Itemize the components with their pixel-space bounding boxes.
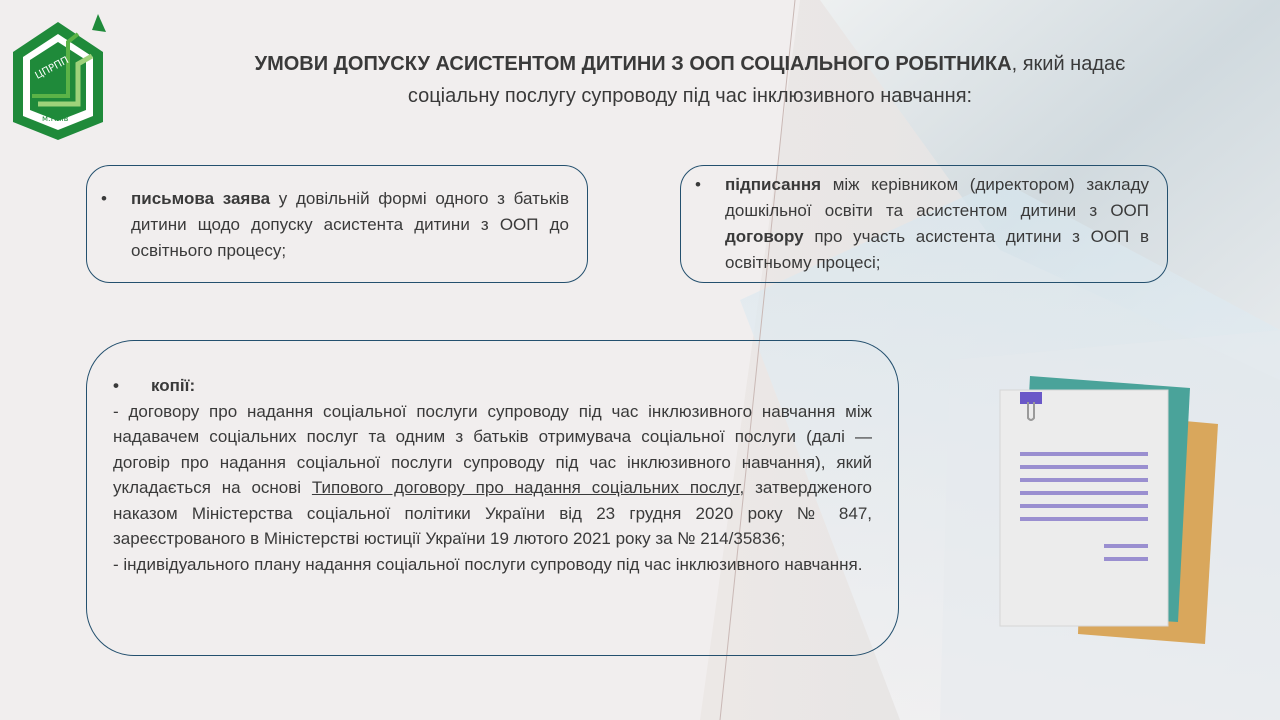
copies-item-contract: - договору про надання соціальної послуги супроводу під час інклюзивного навчання між надавачем соціальних послуг та одним з батьків отримувача соціальної послуги (далі — договір про надання соціальної послуги супроводу під час інклюзивного навчання), який укладається на основі Типового договору про надання соціальних послуг, затвердженого наказом Міністерства соціальної політики України від 23 грудня 2020 року № 847, зареєстрованого в Міністерстві юстиції України 19 лютого 2021 року за № 214/35836; [113,401,872,548]
title-bold: УМОВИ ДОПУСКУ АСИСТЕНТОМ ДИТИНИ З ООП СОЦІАЛЬНОГО РОБІТНИКА [254,53,1012,75]
condition-box-application [86,165,588,283]
copies-heading [113,373,872,399]
box2-text2: про участь асистента дитини з ООП в освітньому процесі; [725,227,1149,272]
copies-item-plan: - індивідуального плану надання соціальної послуги супроводу під час інклюзивного навчання. [113,554,863,574]
typical-contract-link[interactable]: Типового договору про надання соціальних послуг [311,478,740,497]
bullet: • [101,189,107,208]
box2-text1: між керівником (директором) закладу дошкільної освіти та асистентом дитини з ООП [725,175,1149,220]
bullet: • [695,175,701,194]
box2-bold1: підписання [725,175,822,194]
box2-bold2: договору [725,227,804,246]
title-rest: , який надає [1011,53,1126,75]
box1-bold: письмова заява [131,189,271,208]
document-paperclip-icon [990,372,1220,647]
cprpp-logo-icon [8,12,108,144]
copies-heading-text: копії: [151,376,196,395]
condition-box-contract [680,165,1168,283]
condition-box-copies [86,340,899,656]
logo-bottom-text: м.Київ [42,114,69,123]
slide-title [210,48,1170,112]
bullet: • [113,376,119,395]
title-line2: соціальну послугу супроводу під час інклюзивного навчання: [407,85,973,107]
logo-top-text: ЦПРПП [33,55,71,82]
box1-text: у довільній формі одного з батьків дитини щодо допуску асистента дитини з ООП до освітнього процесу; [131,189,569,260]
